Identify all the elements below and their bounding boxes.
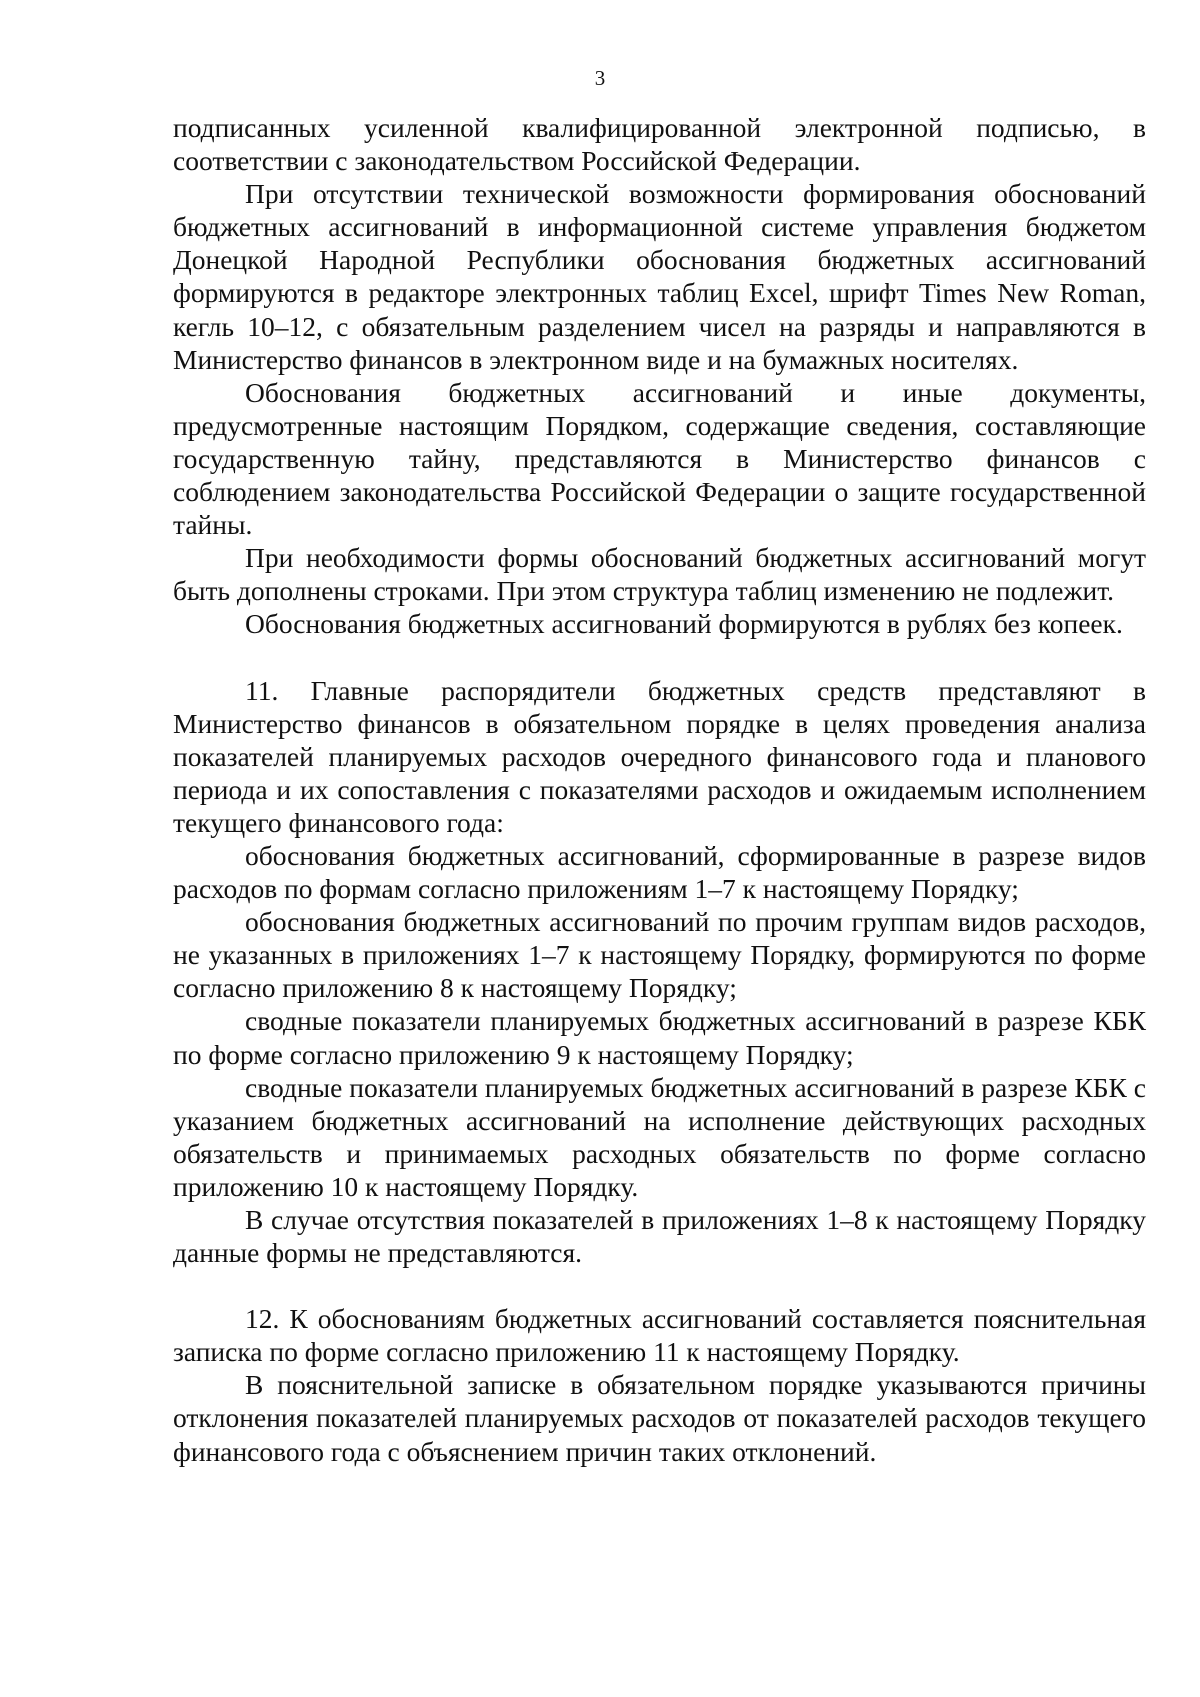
section-11-item-4: сводные показатели планируемых бюджетных ассигнований в разрезе КБК с указанием бюджетных ассигнований на исполнение действующих расходных обязательств и принимаемых расходных обязательств по форме согласно приложению 10 к настоящему Порядку. xyxy=(173,1071,1146,1202)
page-number: 3 xyxy=(594,66,606,90)
paragraph-signature-continuation: подписанных усиленной квалифицированной электронной подписью, в соответствии с законодательством Российской Федерации. xyxy=(173,112,1146,177)
section-11-item-2: обоснования бюджетных ассигнований по прочим группам видов расходов, не указанных в приложениях 1–7 к настоящему Порядку, формируются по форме согласно приложению 8 к настоящему Порядку; xyxy=(173,906,1146,1004)
section-12-note: В пояснительной записке в обязательном порядке указываются причины отклонения показателей планируемых расходов от показателей расходов текущего финансового года с объяснением причин таких отклонений. xyxy=(173,1369,1146,1467)
paragraph-rubles: Обоснования бюджетных ассигнований формируются в рублях без копеек. xyxy=(245,608,1123,640)
paragraph-state-secret: Обоснования бюджетных ассигнований и иные документы, предусмотренные настоящим Порядком, содержащие сведения, составляющие государственную тайну, представляются в Министерство финансов с соблюдением законодательства Российской Федерации о защите государственной тайны. xyxy=(173,376,1146,541)
section-11-note: В случае отсутствия показателей в приложениях 1–8 к настоящему Порядку данные формы не представляются. xyxy=(173,1204,1146,1269)
section-spacer xyxy=(173,1269,1146,1302)
section-spacer xyxy=(173,641,1146,674)
section-11-item-1: обоснования бюджетных ассигнований, сформированные в разрезе видов расходов по формам согласно приложениям 1–7 к настоящему Порядку; xyxy=(173,839,1146,905)
paragraph-form-rows: При необходимости формы обоснований бюджетных ассигнований могут быть дополнены строками. При этом структура таблиц изменению не подлежит. xyxy=(173,542,1146,607)
document-body xyxy=(173,111,1146,1468)
section-11-intro: 11. Главные распорядители бюджетных средств представляют в Министерство финансов в обязательном порядке в целях проведения анализа показателей планируемых расходов очередного финансового года и планового периода и их сопоставления с показателями расходов и ожидаемым исполнением текущего финансового года: xyxy=(173,674,1146,838)
section-12-intro: 12. К обоснованиям бюджетных ассигнований составляется пояснительная записка по форме согласно приложению 11 к настоящему Порядку. xyxy=(173,1303,1146,1368)
section-11-item-3: сводные показатели планируемых бюджетных ассигнований в разрезе КБК по форме согласно приложению 9 к настоящему Порядку; xyxy=(173,1005,1146,1070)
paragraph-excel-format: При отсутствии технической возможности формирования обоснований бюджетных ассигнований в информационной системе управления бюджетом Донецкой Народной Республики обоснования бюджетных ассигнований формируются в редакторе электронных таблиц Excel, шрифт Times New Roman, кегль 10–12, с обязательным разделением чисел на разряды и направляются в Министерство финансов в электронном виде и на бумажных носителях. xyxy=(173,178,1146,375)
